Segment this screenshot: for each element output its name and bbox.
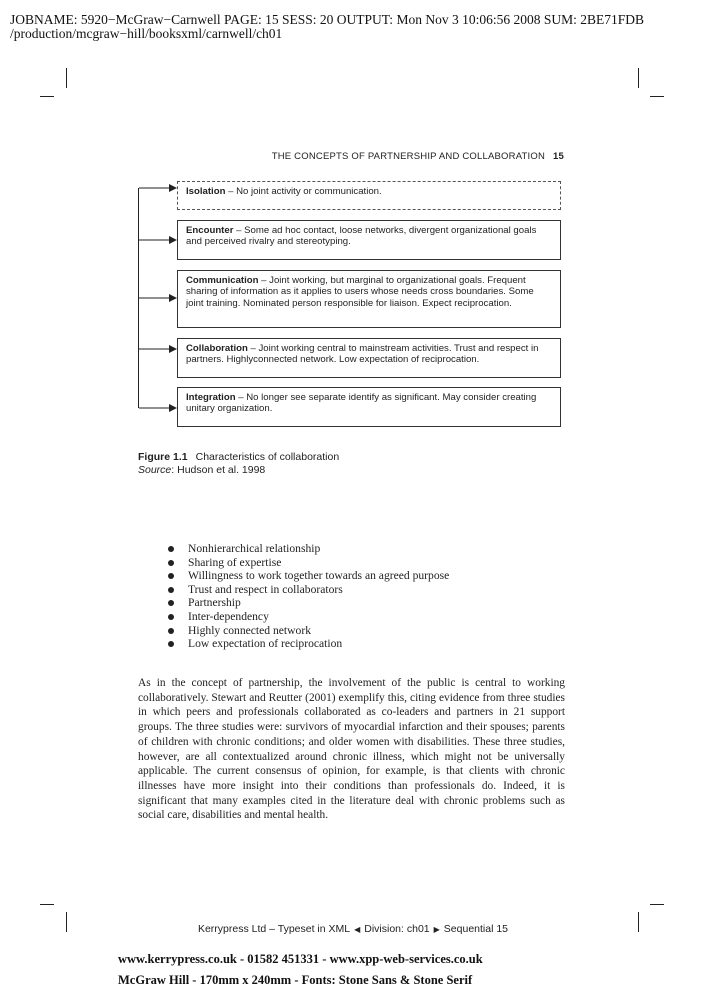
box-term: Integration xyxy=(186,392,236,403)
box-text: – Joint working central to mainstream activities. Trust and respect in partners. Highlyconnected network. Low expectation of reciprocation. xyxy=(186,343,539,366)
figure-number: Figure 1.1 xyxy=(138,451,188,463)
bullet-icon xyxy=(168,587,174,593)
arrow-to-encounter xyxy=(139,235,179,245)
figure-box-collaboration xyxy=(177,338,561,378)
box-term: Collaboration xyxy=(186,343,248,354)
figure-box-integration xyxy=(177,387,561,427)
list-item xyxy=(166,610,449,624)
separator-icon: ◀ xyxy=(354,925,361,934)
box-text: – Joint working, but marginal to organizational goals. Frequent sharing of information as it applies to users whose needs cross boundaries. Some joint training. Nominated person responsible for liaison. Expect reciprocation. xyxy=(186,275,534,309)
footer-division: Division: ch01 xyxy=(364,923,430,935)
bullet-icon xyxy=(168,560,174,566)
crop-mark-bottom-left-h xyxy=(40,904,54,905)
bullet-icon xyxy=(168,614,174,620)
list-item xyxy=(166,569,449,583)
list-item xyxy=(166,556,449,570)
running-head-title: THE CONCEPTS OF PARTNERSHIP AND COLLABORATION xyxy=(271,151,546,162)
list-item-text: Low expectation of reciprocation xyxy=(188,637,343,651)
crop-mark-top-right-h xyxy=(650,96,664,97)
job-path-line: /production/mcgraw−hill/booksxml/carnwell/ch01 xyxy=(10,26,283,41)
list-item-text: Highly connected network xyxy=(188,623,311,637)
figure-box-isolation xyxy=(177,181,561,210)
box-text: – No longer see separate identify as significant. May consider creating unitary organization. xyxy=(186,392,537,415)
crop-mark-top-left-v xyxy=(66,68,67,88)
list-item xyxy=(166,542,449,556)
footer-fonts-line: McGraw Hill - 170mm x 240mm - Fonts: Stone Sans & Stone Serif xyxy=(118,973,473,987)
list-item xyxy=(166,637,449,651)
crop-mark-top-right-v xyxy=(638,68,639,88)
separator-icon: ▶ xyxy=(433,925,440,934)
footer-sequential: Sequential 15 xyxy=(443,923,509,935)
list-item xyxy=(166,583,449,597)
box-text: – No joint activity or communication. xyxy=(225,186,382,197)
list-item xyxy=(166,624,449,638)
bullet-icon xyxy=(168,573,174,579)
figure-box-communication xyxy=(177,270,561,328)
bullet-list xyxy=(166,542,449,651)
bullet-icon xyxy=(168,628,174,634)
bullet-icon xyxy=(168,600,174,606)
box-term: Isolation xyxy=(186,186,226,197)
typeset-footer xyxy=(0,923,706,935)
footer-contact-line: www.kerrypress.co.uk - 01582 451331 - www.xpp-web-services.co.uk xyxy=(118,952,483,966)
list-item-text: Partnership xyxy=(188,596,241,610)
list-item-text: Inter-dependency xyxy=(188,609,269,623)
footer-typeset: Kerrypress Ltd – Typeset in XML xyxy=(197,923,351,935)
arrow-to-isolation xyxy=(139,183,179,193)
crop-mark-top-left-h xyxy=(40,96,54,97)
crop-mark-bottom-right-h xyxy=(650,904,664,905)
bullet-icon xyxy=(168,546,174,552)
list-item-text: Trust and respect in collaborators xyxy=(188,582,343,596)
page-number: 15 xyxy=(553,151,564,162)
box-term: Encounter xyxy=(186,225,234,236)
arrow-to-collaboration xyxy=(139,344,179,354)
body-paragraph: As in the concept of partnership, the involvement of the public is central to working collaboratively. Stewart and Reutter (2001) exemplify this, citing evidence from three studies in which peers and professionals collaborated as co-leaders and partners in 21 support groups. The three studies were: survivors of myocardial infarction and their spouses; parents of children with chronic conditions; and older women with disabilities. These three studies, however, are all contextualized around chronic illness, which might not be universally applicable. The current consensus of opinion, for example, is that clients with chronic illnesses have more insight into their conditions than professionals do. Indeed, it is significant that many examples cited in the literature deal with chronic problems such as social care, disabilities and mental health. xyxy=(138,677,565,822)
list-item-text: Sharing of expertise xyxy=(188,555,282,569)
figure-caption xyxy=(138,451,339,477)
source-text: : Hudson et al. 1998 xyxy=(171,464,266,476)
bullet-icon xyxy=(168,641,174,647)
arrow-to-communication xyxy=(139,293,179,303)
running-head xyxy=(272,151,564,162)
list-item xyxy=(166,596,449,610)
figure-title: Characteristics of collaboration xyxy=(195,451,340,463)
arrow-to-integration xyxy=(139,403,179,413)
job-header-line: JOBNAME: 5920−McGraw−Carnwell PAGE: 15 SESS: 20 OUTPUT: Mon Nov 3 10:06:56 2008 SUM: 2BE71FDB xyxy=(10,12,644,27)
list-item-text: Nonhierarchical relationship xyxy=(188,542,321,555)
figure-box-encounter xyxy=(177,220,561,260)
list-item-text: Willingness to work together towards an agreed purpose xyxy=(188,569,450,583)
source-label: Source xyxy=(138,464,172,476)
box-term: Communication xyxy=(186,275,259,286)
box-text: – Some ad hoc contact, loose networks, divergent organizational goals and perceived rivalry and stereotyping. xyxy=(186,225,537,248)
